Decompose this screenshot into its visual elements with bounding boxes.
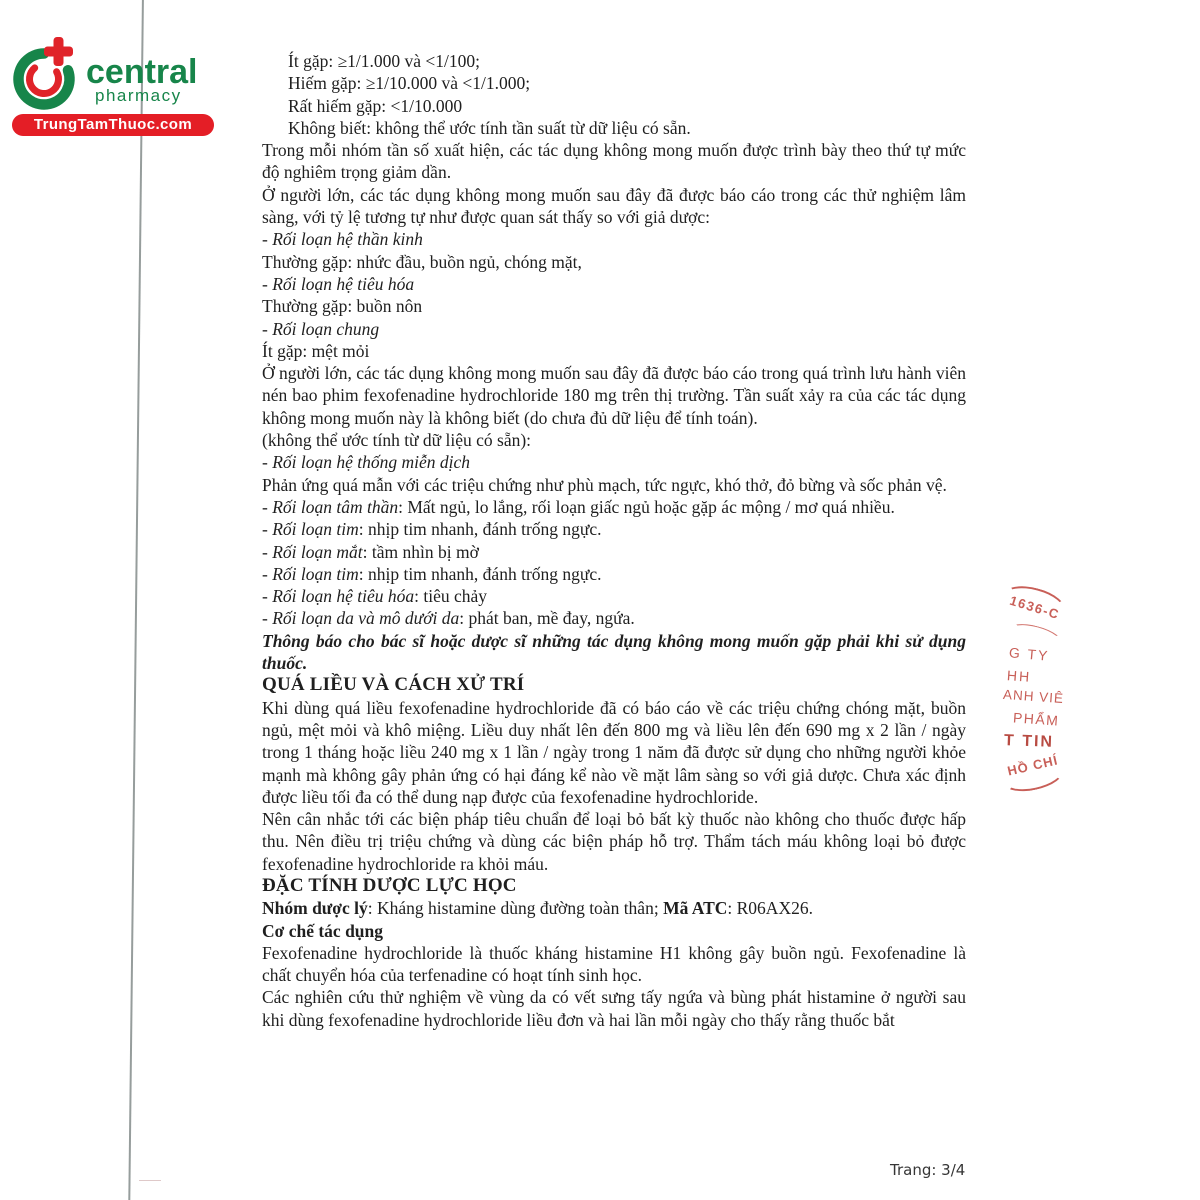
central-pharmacy-logo	[0, 0, 240, 150]
pharm-group-line	[262, 897, 966, 919]
paragraph: Phản ứng quá mẫn với các triệu chứng như phù mạch, tức ngực, khó thở, đỏ bừng và sốc phản vệ.	[262, 474, 947, 495]
list-item	[262, 518, 966, 540]
list-item	[262, 563, 966, 585]
list-item-label: - Rối loạn hệ tiêu hóa	[262, 586, 415, 607]
paragraph: Ở người lớn, các tác dụng không mong muốn sau đây đã được báo cáo trong quá trình lưu hành viên nén bao phim fexofenadine hydrochloride 180 mg trên thị trường. Tần suất xảy ra của các tác dụng không mong muốn này là không biết (do chưa đủ dữ liệu để tính toán).	[262, 363, 966, 428]
red-company-stamp	[1000, 586, 1090, 796]
stamp-arc-text: 1636-C	[1007, 592, 1062, 623]
paragraph: Khi dùng quá liều fexofenadine hydrochloride đã có báo cáo về các triệu chứng chóng mặt, buồn ngủ, mệt mỏi và khô miệng. Liều duy nhất lên đến 800 mg và liều lên đến 690 mg x 2 lần / ngày trong 1 tháng hoặc liều 240 mg x 1 lần / ngày trong 1 năm đã được sử dụng cho những người khỏe mạnh mà không gây phản ứng có hại đáng kể nào về mặt lâm sàng so với giả dược. Chưa xác định được liều tối đa có thể dung nạp được của fexofenadine hydrochloride.	[262, 697, 966, 807]
text-line: Thường gặp: nhức đầu, buồn ngủ, chóng mặt,	[262, 251, 582, 272]
document-text-column	[262, 50, 966, 1031]
stamp-line: T TIN	[1003, 732, 1055, 751]
italic-subhead: - Rối loạn hệ thống miễn dịch	[262, 452, 471, 473]
page-number-label: Trang: 3/4	[890, 1161, 966, 1179]
text-line: Thường gặp: buồn nôn	[262, 296, 423, 317]
list-item-label: - Rối loạn mắt	[262, 541, 363, 562]
subsection-heading-mechanism: Cơ chế tác dụng	[262, 920, 384, 941]
list-item-label: - Rối loạn da và mô dưới da	[262, 608, 460, 629]
list-item-text: : phát ban, mề đay, ngứa.	[459, 608, 635, 629]
list-item-text: : tầm nhìn bị mờ	[362, 541, 479, 562]
logo-brand-subtext: pharmacy	[95, 86, 182, 105]
italic-subhead: - Rối loạn chung	[262, 318, 380, 339]
freq-line: Không biết: không thể ước tính tần suất từ dữ liệu có sẵn.	[288, 117, 691, 138]
italic-subhead: - Rối loạn hệ thần kinh	[262, 229, 423, 250]
paragraph: Fexofenadine hydrochloride là thuốc kháng histamine H1 không gây buồn ngủ. Fexofenadine là chất chuyển hóa của terfenadine có hoạt tính sinh học.	[262, 942, 966, 986]
list-item-text: : nhịp tim nhanh, đánh trống ngực.	[358, 563, 602, 584]
paragraph: Nên cân nhắc tới các biện pháp tiêu chuẩn để loại bỏ bất kỳ thuốc nào không cho thuốc được hấp thu. Nên điều trị triệu chứng và dùng các biện pháp hỗ trợ. Thẩm tách máu không loại bỏ được fexofenadine hydrochloride ra khỏi máu.	[262, 809, 966, 874]
section-heading-overdose: QUÁ LIỀU VÀ CÁCH XỬ TRÍ	[262, 674, 525, 696]
stamp-line: HH	[1006, 667, 1032, 685]
freq-line: Ít gặp: ≥1/1.000 và <1/100;	[288, 51, 481, 71]
list-item	[262, 541, 966, 563]
text-line: Ít gặp: mệt mỏi	[262, 340, 370, 361]
italic-subhead: - Rối loạn hệ tiêu hóa	[262, 273, 415, 294]
stamp-arc-text: HỒ CHÍ	[1005, 752, 1060, 779]
list-item-label: - Rối loạn tâm thần	[262, 496, 399, 517]
list-item-label: - Rối loạn tim	[262, 519, 359, 540]
paragraph: Các nghiên cứu thử nghiệm về vùng da có vết sưng tấy ngứa và bùng phát histamine ở người sau khi dùng fexofenadine hydrochloride liều đơn và hai lần mỗi ngày cho thấy rằng thuốc bắt	[262, 987, 966, 1030]
list-item-text: : nhịp tim nhanh, đánh trống ngực.	[358, 519, 602, 540]
atc-text: : R06AX26.	[727, 898, 813, 919]
paragraph: Ở người lớn, các tác dụng không mong muốn sau đây đã được báo cáo trong các thử nghiệm lâm sàng, với tỷ lệ tương tự như được quan sát thấy so với giả dược:	[262, 184, 966, 228]
pharm-group-text: : Kháng histamine dùng đường toàn thân;	[367, 898, 664, 919]
logo-c-plus-icon	[12, 36, 78, 114]
pharm-group-label: Nhóm dược lý	[262, 898, 368, 919]
paragraph: Trong mỗi nhóm tần số xuất hiện, các tác dụng không mong muốn được trình bày theo thứ tự mức độ nghiêm trọng giảm dần.	[262, 140, 966, 183]
logo-brand-text: central	[86, 53, 198, 91]
scan-edge-line	[128, 0, 144, 1200]
doctor-notice: Thông báo cho bác sĩ hoặc dược sĩ những tác dụng không mong muốn gặp phải khi sử dụng thuốc.	[262, 630, 966, 674]
list-item-label: - Rối loạn tim	[262, 563, 359, 584]
list-item	[262, 607, 966, 629]
logo-site-pill: TrungTamThuoc.com	[12, 114, 214, 136]
list-item-text: : tiêu chảy	[414, 586, 488, 607]
scan-artifact-tick	[139, 1180, 161, 1181]
text-line: (không thể ước tính từ dữ liệu có sẵn):	[262, 430, 532, 451]
list-item	[262, 496, 966, 518]
atc-label: Mã ATC	[663, 898, 728, 919]
stamp-line: PHẨM	[1012, 709, 1060, 729]
freq-line: Hiếm gặp: ≥1/10.000 và <1/1.000;	[288, 73, 531, 94]
stamp-line: G TY	[1008, 644, 1051, 664]
freq-line: Rất hiếm gặp: <1/10.000	[288, 95, 463, 116]
list-item	[262, 585, 966, 607]
list-item-text: : Mất ngủ, lo lắng, rối loạn giấc ngủ hoặc gặp ác mộng / mơ quá nhiều.	[398, 496, 895, 517]
section-heading-pharmacodynamics: ĐẶC TÍNH DƯỢC LỰC HỌC	[262, 874, 517, 896]
stamp-line: ANH VIÊ	[1002, 686, 1065, 707]
